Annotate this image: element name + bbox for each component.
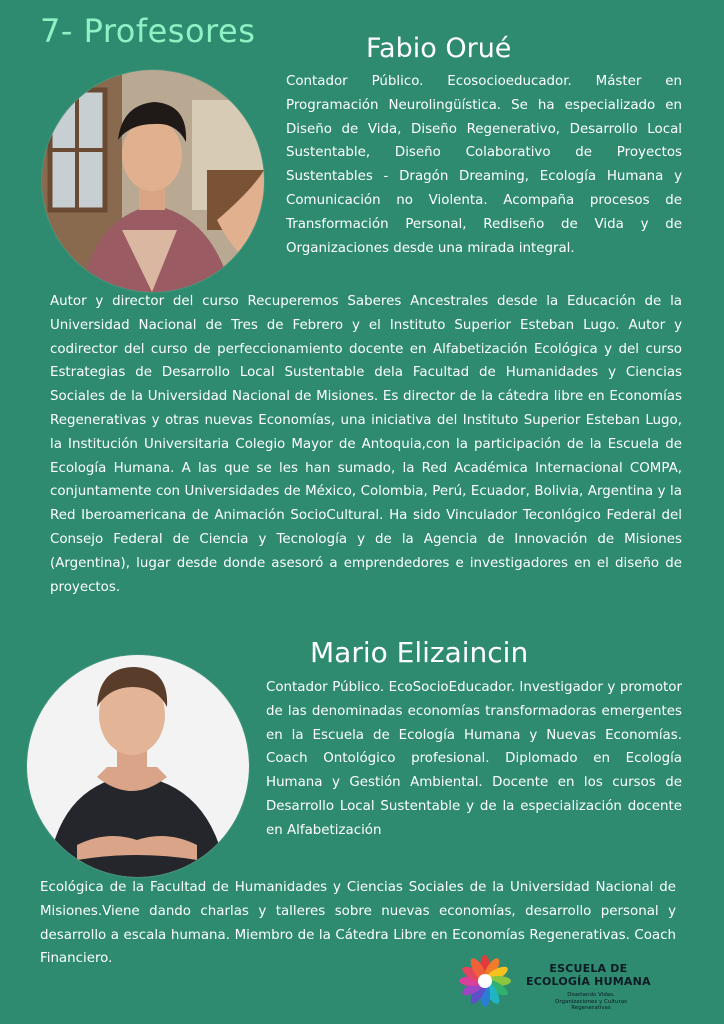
- professor-photo-mario: [27, 655, 249, 877]
- professor-name-fabio: Fabio Orué: [366, 33, 512, 64]
- school-name: [526, 962, 651, 988]
- school-name-line2: ECOLOGÍA HUMANA: [526, 975, 651, 988]
- professor-bio-intro-mario: Contador Público. EcoSocioEducador. Investigador y promotor de las denominadas economías transformadoras emergentes en la Escuela de Ecología Humana y Nuevas Economías. Coach Ontológico profesional. Diplomado en Ecología Humana y Gestión Ambiental. Docente en los cursos de Desarrollo Local Sustentable y de la especialización docente en Alfabetización: [266, 680, 682, 838]
- professor-bio-detail-fabio: Autor y director del curso Recuperemos Saberes Ancestrales desde la Educación de la Universidad Nacional de Tres de Febrero y el Instituto Superior Esteban Lugo. Autor y codirector del curso de perfeccionamiento docente en Alfabetización Ecológica y del curso Estrategias de Desarrollo Local Sustentable dela Facultad de Humanidades y Ciencias Sociales de la Universidad Nacional de Misiones. Es director de la cátedra libre en Economías Regenerativas y otras nuevas Economías, una iniciativa del Instituto Superior Esteban Lugo, la Institución Universitaria Colegio Mayor de Antoquia,con la participación de la Escuela de Ecología Humana. A las que se les han sumado, la Red Académica Internacional COMPA, conjuntamente con Universidades de México, Colombia, Perú, Ecuador, Bolivia, Argentina y la Red Iberoamericana de Animación SocioCultural. Ha sido Vinculador Teconlógico Federal del Consejo Federal de Ciencia y Tecnología y de la Agencia de Innovación de Misiones (Argentina), lugar desde donde asesoró a emprendedores e investigadores en el diseño de proyectos.: [50, 294, 682, 595]
- flower-logo-icon: [456, 952, 514, 1010]
- school-logo: [456, 952, 696, 1012]
- professor-name-mario: Mario Elizaincin: [310, 636, 529, 669]
- professor-bio-intro-fabio: Contador Público. Ecosocioeducador. Máster en Programación Neurolingüística. Se ha especializado en Diseño de Vida, Diseño Regenerativo, Desarrollo Local Sustentable, Diseño Colaborativo de Proyectos Sustentables - Dragón Dreaming, Ecología Humana y Comunicación no Violenta. Acompaña procesos de Transformación Personal, Rediseño de Vida y de Organizaciones desde una mirada integral.: [286, 74, 682, 256]
- school-name-line1: ESCUELA DE: [549, 962, 628, 975]
- school-tagline: Diseñando Vidas, Organizaciones y Culturas Regenerativas: [554, 992, 628, 1011]
- professor-bio-detail-mario: Ecológica de la Facultad de Humanidades y Ciencias Sociales de la Universidad Nacional de Misiones.Viene dando charlas y talleres sobre nuevas economías, desarrollo personal y desarrollo a escala humana. Miembro de la Cátedra Libre en Economías Regenerativas. Coach Financiero.: [40, 880, 676, 967]
- page-title: 7- Profesores: [40, 12, 256, 50]
- professor-photo-fabio: [42, 70, 264, 292]
